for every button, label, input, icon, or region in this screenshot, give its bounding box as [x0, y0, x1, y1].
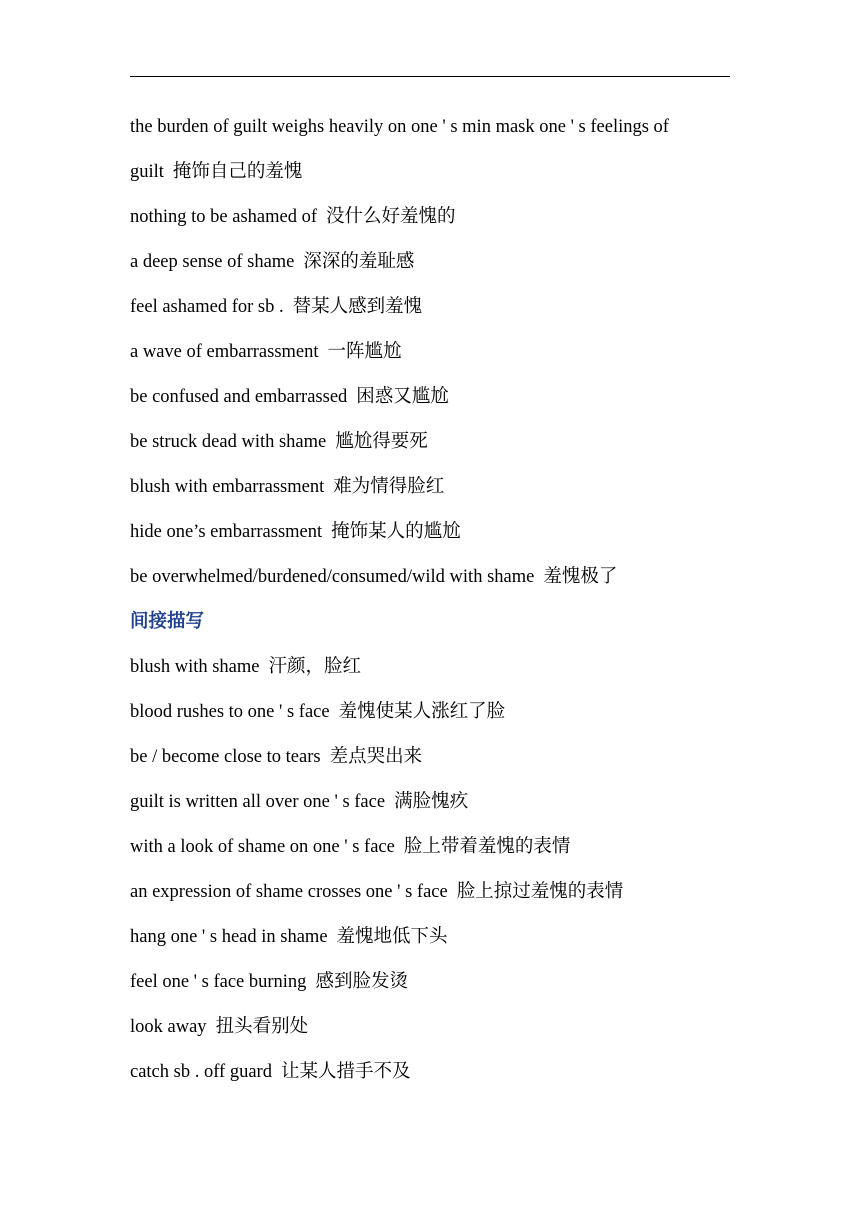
- phrase-english: catch sb . off guard: [130, 1062, 272, 1082]
- phrase-english: be confused and embarrassed: [130, 387, 348, 407]
- list-item: [130, 915, 740, 960]
- document-body: [130, 105, 740, 1095]
- list-item: [130, 870, 740, 915]
- phrase-english: with a look of shame on one ' s face: [130, 837, 395, 857]
- list-item: [130, 1050, 740, 1095]
- phrase-chinese: 汗颜，脸红: [268, 657, 362, 677]
- list-item: [130, 375, 740, 420]
- list-item: [130, 420, 740, 465]
- list-item: [130, 330, 740, 375]
- phrase-english: the burden of guilt weighs heavily on one ' s min mask one ' s feelings of: [130, 117, 669, 137]
- phrase-english: be struck dead with shame: [130, 432, 327, 452]
- phrase-english: blush with embarrassment: [130, 477, 325, 497]
- list-item: [130, 690, 740, 735]
- list-item: [130, 645, 740, 690]
- phrase-english: guilt: [130, 162, 164, 182]
- phrase-chinese: 难为情得脸红: [333, 477, 445, 497]
- list-item: [130, 285, 740, 330]
- phrase-english: hide one’s embarrassment: [130, 522, 323, 542]
- phrase-chinese: 掩饰某人的尴尬: [331, 522, 461, 542]
- list-item: [130, 465, 740, 510]
- phrase-english: blood rushes to one ' s face: [130, 702, 330, 722]
- phrase-chinese: 脸上带着羞愧的表情: [403, 837, 571, 857]
- phrase-english: feel ashamed for sb .: [130, 297, 284, 317]
- phrase-chinese: 差点哭出来: [329, 747, 423, 767]
- list-item: [130, 105, 740, 150]
- list-item: [130, 780, 740, 825]
- phrase-chinese: 掩饰自己的羞愧: [172, 162, 303, 182]
- phrase-english: be / become close to tears: [130, 747, 321, 767]
- phrase-english: nothing to be ashamed of: [130, 207, 318, 227]
- phrase-chinese: 一阵尴尬: [327, 342, 402, 362]
- phrase-chinese: 让某人措手不及: [280, 1062, 411, 1082]
- list-item: [130, 555, 740, 600]
- phrase-chinese: 没什么好羞愧的: [326, 207, 456, 227]
- phrase-chinese: 困惑又尴尬: [356, 387, 449, 407]
- phrase-chinese: 羞愧使某人涨红了脸: [338, 702, 506, 722]
- list-item: [130, 825, 740, 870]
- section-heading: 间接描写: [130, 612, 205, 632]
- list-item: [130, 960, 740, 1005]
- phrase-english: a wave of embarrassment: [130, 342, 319, 362]
- phrase-chinese: 替某人感到羞愧: [292, 297, 423, 317]
- list-item: [130, 240, 740, 285]
- phrase-chinese: 脸上掠过羞愧的表情: [456, 882, 624, 902]
- list-item: [130, 195, 740, 240]
- phrase-chinese: 满脸愧疚: [394, 792, 469, 812]
- phrase-english: feel one ' s face burning: [130, 972, 307, 992]
- phrase-chinese: 深深的羞耻感: [303, 252, 415, 272]
- phrase-english: hang one ' s head in shame: [130, 927, 328, 947]
- list-item: [130, 1005, 740, 1050]
- phrase-english: be overwhelmed/burdened/consumed/wild with shame: [130, 567, 535, 587]
- phrase-english: an expression of shame crosses one ' s face: [130, 882, 448, 902]
- phrase-chinese: 扭头看别处: [215, 1017, 309, 1037]
- phrase-english: blush with shame: [130, 657, 260, 677]
- list-item: [130, 510, 740, 555]
- phrase-english: guilt is written all over one ' s face: [130, 792, 386, 812]
- list-item: [130, 735, 740, 780]
- list-item: [130, 150, 740, 195]
- phrase-chinese: 感到脸发烫: [315, 972, 408, 992]
- phrase-english: look away: [130, 1017, 207, 1037]
- phrase-chinese: 尴尬得要死: [335, 432, 428, 452]
- phrase-chinese: 羞愧地低下头: [336, 927, 448, 947]
- header-rule: [130, 76, 730, 77]
- phrase-chinese: 羞愧极了: [543, 567, 618, 587]
- phrase-english: a deep sense of shame: [130, 252, 295, 272]
